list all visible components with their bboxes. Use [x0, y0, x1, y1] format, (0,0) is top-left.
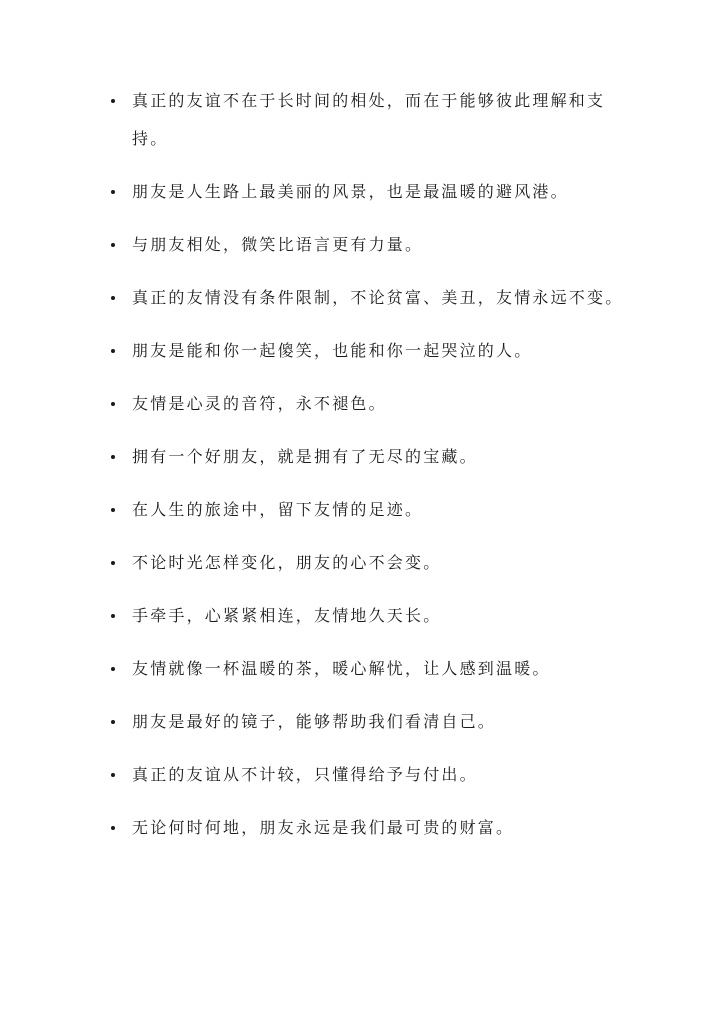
list-item-text: 拥有一个好朋友，就是拥有了无尽的宝藏。	[132, 447, 478, 466]
list-item	[108, 82, 628, 158]
list-item-text: 不论时光怎样变化，朋友的心不会变。	[132, 553, 442, 572]
list-item	[108, 279, 628, 317]
bullet-icon	[111, 826, 115, 830]
list-item-text: 真正的友情没有条件限制，不论贫富、美丑，友情永远不变。	[132, 288, 624, 307]
list-item-text: 与朋友相处，微笑比语言更有力量。	[132, 235, 424, 254]
list-item	[108, 809, 628, 847]
list-item	[108, 597, 628, 635]
bullet-icon	[111, 349, 115, 353]
list-item-text: 友情是心灵的音符，永不褪色。	[132, 394, 387, 413]
list-item-text: 朋友是能和你一起傻笑，也能和你一起哭泣的人。	[132, 341, 533, 360]
bullet-icon	[111, 773, 115, 777]
bullet-icon	[111, 402, 115, 406]
list-item	[108, 544, 628, 582]
list-item	[108, 491, 628, 529]
list-item	[108, 650, 628, 688]
list-item-text: 真正的友谊从不计较，只懂得给予与付出。	[132, 765, 478, 784]
list-item-text: 朋友是人生路上最美丽的风景，也是最温暖的避风港。	[132, 182, 569, 201]
bullet-icon	[111, 243, 115, 247]
list-item	[108, 173, 628, 211]
list-item	[108, 703, 628, 741]
list-item-text: 友情就像一杯温暖的茶，暖心解忧，让人感到温暖。	[132, 659, 551, 678]
bullet-icon	[111, 667, 115, 671]
quote-list	[108, 82, 628, 862]
bullet-icon	[111, 296, 115, 300]
list-item-text: 朋友是最好的镜子，能够帮助我们看清自己。	[132, 712, 497, 731]
bullet-icon	[111, 190, 115, 194]
list-item	[108, 226, 628, 264]
bullet-icon	[111, 508, 115, 512]
list-item-text: 手牵手，心紧紧相连，友情地久天长。	[132, 606, 442, 625]
list-item	[108, 385, 628, 423]
bullet-icon	[111, 614, 115, 618]
list-item	[108, 438, 628, 476]
bullet-icon	[111, 561, 115, 565]
list-item	[108, 756, 628, 794]
list-item	[108, 332, 628, 370]
bullet-icon	[111, 720, 115, 724]
bullet-icon	[111, 99, 115, 103]
list-item-text: 无论何时何地，朋友永远是我们最可贵的财富。	[132, 818, 515, 837]
list-item-text: 在人生的旅途中，留下友情的足迹。	[132, 500, 424, 519]
list-item-text: 真正的友谊不在于长时间的相处，而在于能够彼此理解和支持。	[132, 91, 606, 148]
bullet-icon	[111, 455, 115, 459]
